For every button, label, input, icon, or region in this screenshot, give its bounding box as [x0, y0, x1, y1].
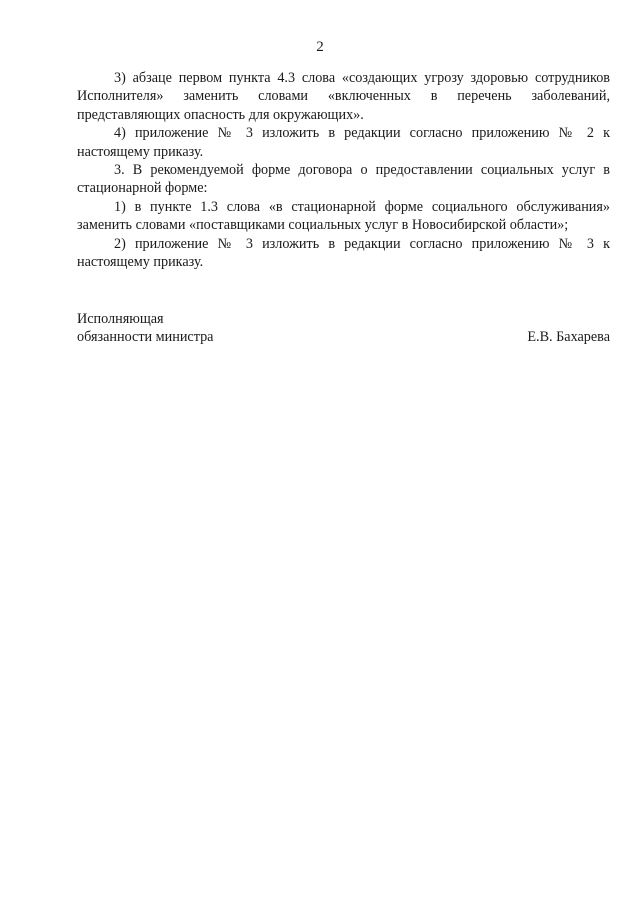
signature-block: [77, 310, 610, 347]
paragraph-prilozhenie-3-to-2: 4) приложение № 3 изложить в редакции согласно приложению № 2 к настоящему приказу.: [77, 125, 610, 160]
paragraph-punkt-1-3: 1) в пункте 1.3 слова «в стационарной форме социального обслуживания» заменить словами «поставщиками социальных услуг в Новосибирской области»;: [77, 198, 610, 234]
paragraph-abzac-4-3: 3) абзаце первом пункта 4.3 слова «создающих угрозу здоровью сотрудников Исполнителя» заменить словами «включенных в перечень заболеваний, представляющих опасность для окружающих».: [77, 70, 610, 123]
page-number: 2: [316, 39, 324, 55]
document-body: [77, 69, 610, 271]
paragraph-section-3: 3. В рекомендуемой форме договора о предоставлении социальных услуг в стационарной форме:: [77, 162, 610, 197]
signer-title-line2: обязанности министра: [77, 329, 214, 346]
signer-title-line1: Исполняющая: [77, 311, 164, 327]
signature-line: [77, 328, 610, 346]
paragraph-prilozhenie-3-to-3: 2) приложение № 3 изложить в редакции согласно приложению № 3 к настоящему приказу.: [77, 235, 610, 271]
signer-name: Е.В. Бахарева: [527, 329, 610, 346]
